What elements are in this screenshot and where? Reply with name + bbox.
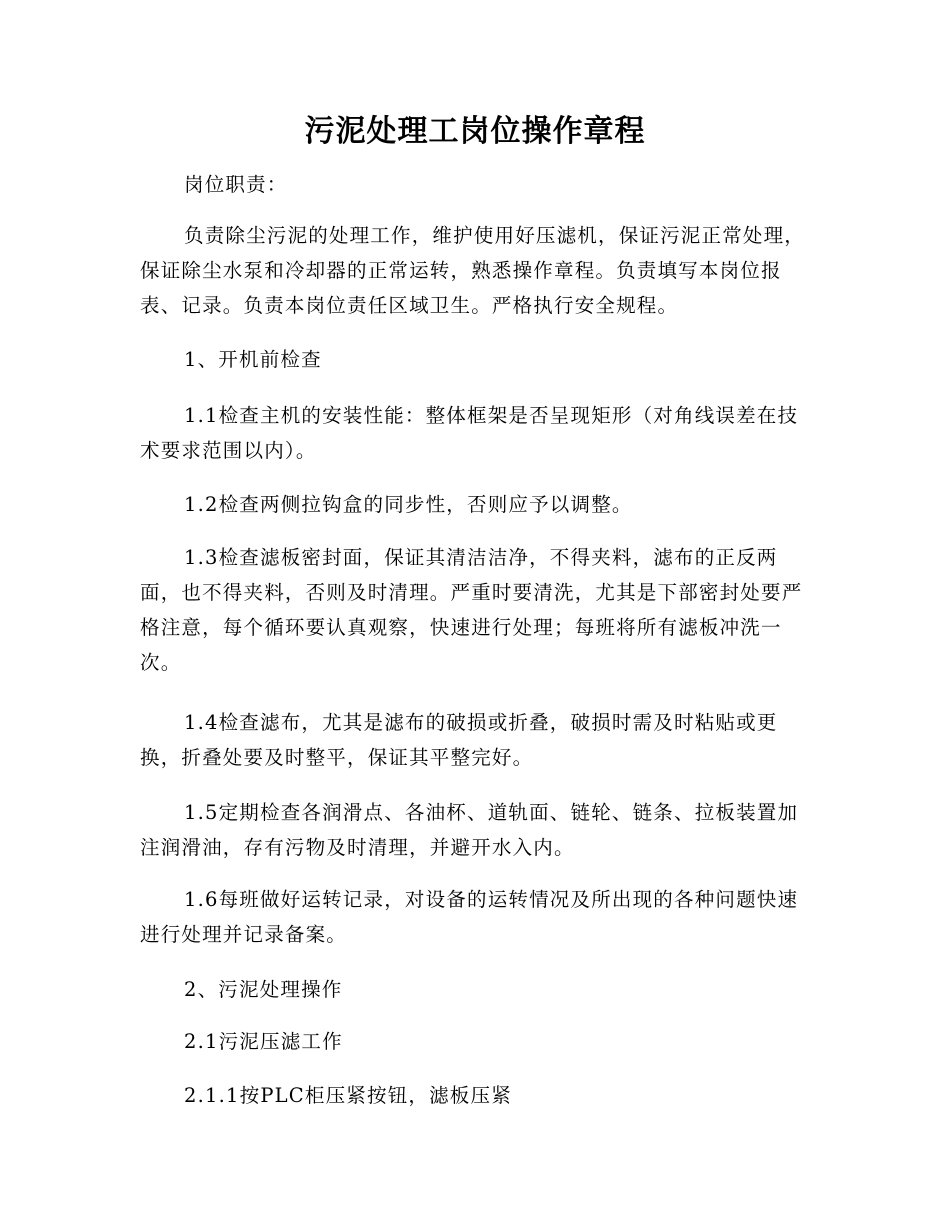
- paragraph-1-6: 1.6每班做好运转记录，对设备的运转情况及所出现的各种问题快速进行处理并记录备案。: [140, 888, 799, 946]
- paragraph-2-1-1: 2.1.1按PLC柜压紧按钮，滤板压紧: [184, 1084, 512, 1107]
- paragraph-2-1: 2.1污泥压滤工作: [184, 1030, 343, 1053]
- paragraph-1-2: 1.2检查两侧拉钩盒的同步性，否则应予以调整。: [184, 493, 633, 516]
- paragraph-section-1-heading: 1、开机前检查: [184, 348, 322, 371]
- paragraph-duties-body: 负责除尘污泥的处理工作，维护使用好压滤机，保证污泥正常处理，保证除尘水泵和冷却器的正常运转，熟悉操作章程。负责填写本岗位报表、记录。负责本岗位责任区域卫生。严格执行安全规程。: [140, 224, 806, 317]
- paragraph-duties-heading: 岗位职责：: [184, 173, 288, 196]
- paragraph-section-2-heading: 2、污泥处理操作: [184, 978, 343, 1001]
- document-title: 污泥处理工岗位操作章程: [304, 114, 646, 149]
- paragraph-1-5: 1.5定期检查各润滑点、各油杯、道轨面、链轮、链条、拉板装置加注润滑油，存有污物及时清理，并避开水入内。: [140, 801, 799, 859]
- paragraph-1-4: 1.4检查滤布，尤其是滤布的破损或折叠，破损时需及时粘贴或更换，折叠处要及时整平，保证其平整完好。: [140, 711, 778, 769]
- paragraph-1-3: 1.3检查滤板密封面，保证其清洁洁净，不得夹料，滤布的正反两面，也不得夹料，否则及时清理。严重时要清洗，尤其是下部密封处要严格注意，每个循环要认真观察，快速进行处理；每班将所有滤板冲洗一次。: [140, 546, 803, 674]
- paragraph-1-1: 1.1检查主机的安装性能：整体框架是否呈现矩形（对角线误差在技术要求范围以内）。: [140, 404, 799, 462]
